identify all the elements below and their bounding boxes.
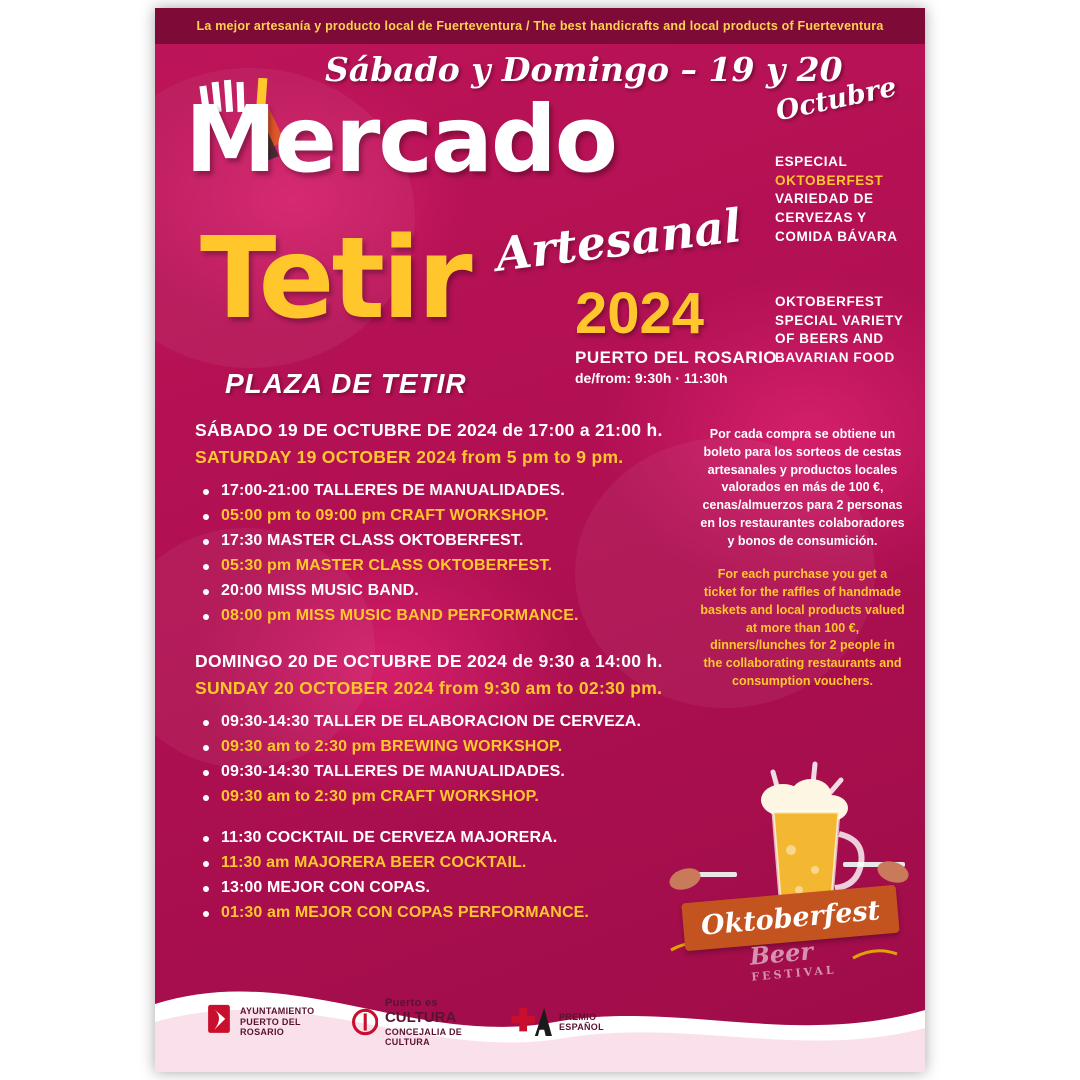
logo-line1: AYUNTAMIENTO (239, 1006, 315, 1017)
beer-festival-main: Beer (748, 936, 815, 971)
raffle-text-en: For each purchase you get a ticket for the raffles of handmade baskets and local products valued at more than 100 €, dinners/lunches for 2 people in the collaborating restaurants and consumption vouchers. (700, 567, 905, 688)
logo-ayuntamiento (205, 998, 324, 1046)
oktoberfest-es-line2: OKTOBERFEST (775, 172, 884, 188)
oktoberfest-en-line2: SPECIAL VARIETY OF BEERS AND BAVARIAN FOOD (775, 312, 904, 365)
date-heading: Sábado y Domingo – 19 y 20 (325, 50, 843, 89)
oktoberfest-spanish (775, 153, 910, 246)
cp-monogram-icon (352, 1005, 378, 1039)
town-hall-icon (205, 998, 233, 1046)
program-item-list (201, 482, 665, 625)
logo-line2: CULTURA (384, 1009, 457, 1027)
year-label: 2024 (575, 281, 705, 346)
title-script: Artesanal (492, 198, 745, 282)
plus-a-icon (510, 1000, 552, 1044)
poster (155, 8, 925, 1072)
oktoberfest-es-line1: ESPECIAL (775, 154, 848, 169)
program-item: 09:30 am to 2:30 pm CRAFT WORKSHOP. (201, 788, 665, 806)
logo-tercera-text (559, 1012, 625, 1033)
program-item: 09:30-14:30 TALLER DE ELABORACION DE CERVEZA. (201, 713, 665, 731)
logo-line3: CONCEJALIA DE CULTURA (384, 1026, 463, 1047)
program-day-heading-es: DOMINGO 20 DE OCTUBRE DE 2024 de 9:30 a 14:00 h. (195, 651, 663, 671)
program-item-list (201, 713, 665, 922)
program-item: 08:00 pm MISS MUSIC BAND PERFORMANCE. (201, 607, 665, 625)
program-item: 17:00-21:00 TALLERES DE MANUALIDADES. (201, 482, 665, 500)
logo-puerto-es-cultura (352, 997, 483, 1048)
beer-illustration (665, 754, 915, 984)
ribbon-label: Oktoberfest (699, 894, 882, 942)
oktoberfest-en-line1: OKTOBERFEST (775, 294, 884, 309)
title-place: Tetir (200, 214, 470, 344)
city-label: PUERTO DEL ROSARIO (575, 348, 778, 367)
program-item: 20:00 MISS MUSIC BAND. (201, 582, 665, 600)
top-banner-text: La mejor artesanía y producto local de Fuerteventura / The best handicrafts and local products of Fuerteventura (196, 19, 884, 33)
logo-line1: Puerto es (384, 996, 438, 1009)
hours-label: de/from: 9:30h · 11:30h (575, 370, 728, 386)
raffle-text-es: Por cada compra se obtiene un boleto para los sorteos de cestas artesanales y productos locales valorados en más de 100 €, cenas/almuerzos para 2 personas en los restaurantes colaboradores y bonos de consumición. (700, 427, 905, 548)
sponsor-logos (205, 986, 625, 1058)
beer-festival-sub: FESTIVAL (750, 963, 838, 984)
oktoberfest-es-line3: VARIEDAD DE CERVEZAS Y COMIDA BÁVARA (775, 191, 898, 244)
date-month: Octubre (773, 71, 900, 128)
logo-tercera-a (510, 1000, 625, 1044)
program-item: 05:00 pm to 09:00 pm CRAFT WORKSHOP. (201, 507, 665, 525)
top-banner (155, 8, 925, 44)
program-day-heading-es: SÁBADO 19 DE OCTUBRE DE 2024 de 17:00 a 21:00 h. (195, 420, 663, 440)
program-item: 11:30 COCKTAIL DE CERVEZA MAJORERA. (201, 829, 665, 847)
logo-cultura-text (385, 997, 482, 1048)
raffle-info (700, 426, 905, 691)
program-item: 11:30 am MAJORERA BEER COCKTAIL. (201, 854, 665, 872)
program-item: 01:30 am MEJOR CON COPAS PERFORMANCE. (201, 904, 665, 922)
program-item: 09:30-14:30 TALLERES DE MANUALIDADES. (201, 763, 665, 781)
logo-line2: PREMIO ESPAÑOL (558, 1011, 604, 1032)
program-block (195, 651, 665, 922)
program-item: 09:30 am to 2:30 pm BREWING WORKSHOP. (201, 738, 665, 756)
venue-label: PLAZA DE TETIR (225, 368, 467, 399)
program-item: 05:30 pm MASTER CLASS OKTOBERFEST. (201, 557, 665, 575)
logo-ayuntamiento-text (240, 1006, 324, 1037)
logo-line2: PUERTO DEL ROSARIO (239, 1016, 301, 1038)
program-block (195, 420, 665, 625)
program-spacer (201, 813, 665, 829)
title-main: Mercado (185, 86, 616, 193)
program-day-heading-en: SATURDAY 19 OCTOBER 2024 from 5 pm to 9 pm. (195, 447, 624, 467)
oktoberfest-english (775, 293, 915, 368)
program-schedule (195, 420, 665, 948)
program-item: 17:30 MASTER CLASS OKTOBERFEST. (201, 532, 665, 550)
program-day-heading-en: SUNDAY 20 OCTOBER 2024 from 9:30 am to 02:30 pm. (195, 678, 663, 698)
program-item: 13:00 MEJOR CON COPAS. (201, 879, 665, 897)
